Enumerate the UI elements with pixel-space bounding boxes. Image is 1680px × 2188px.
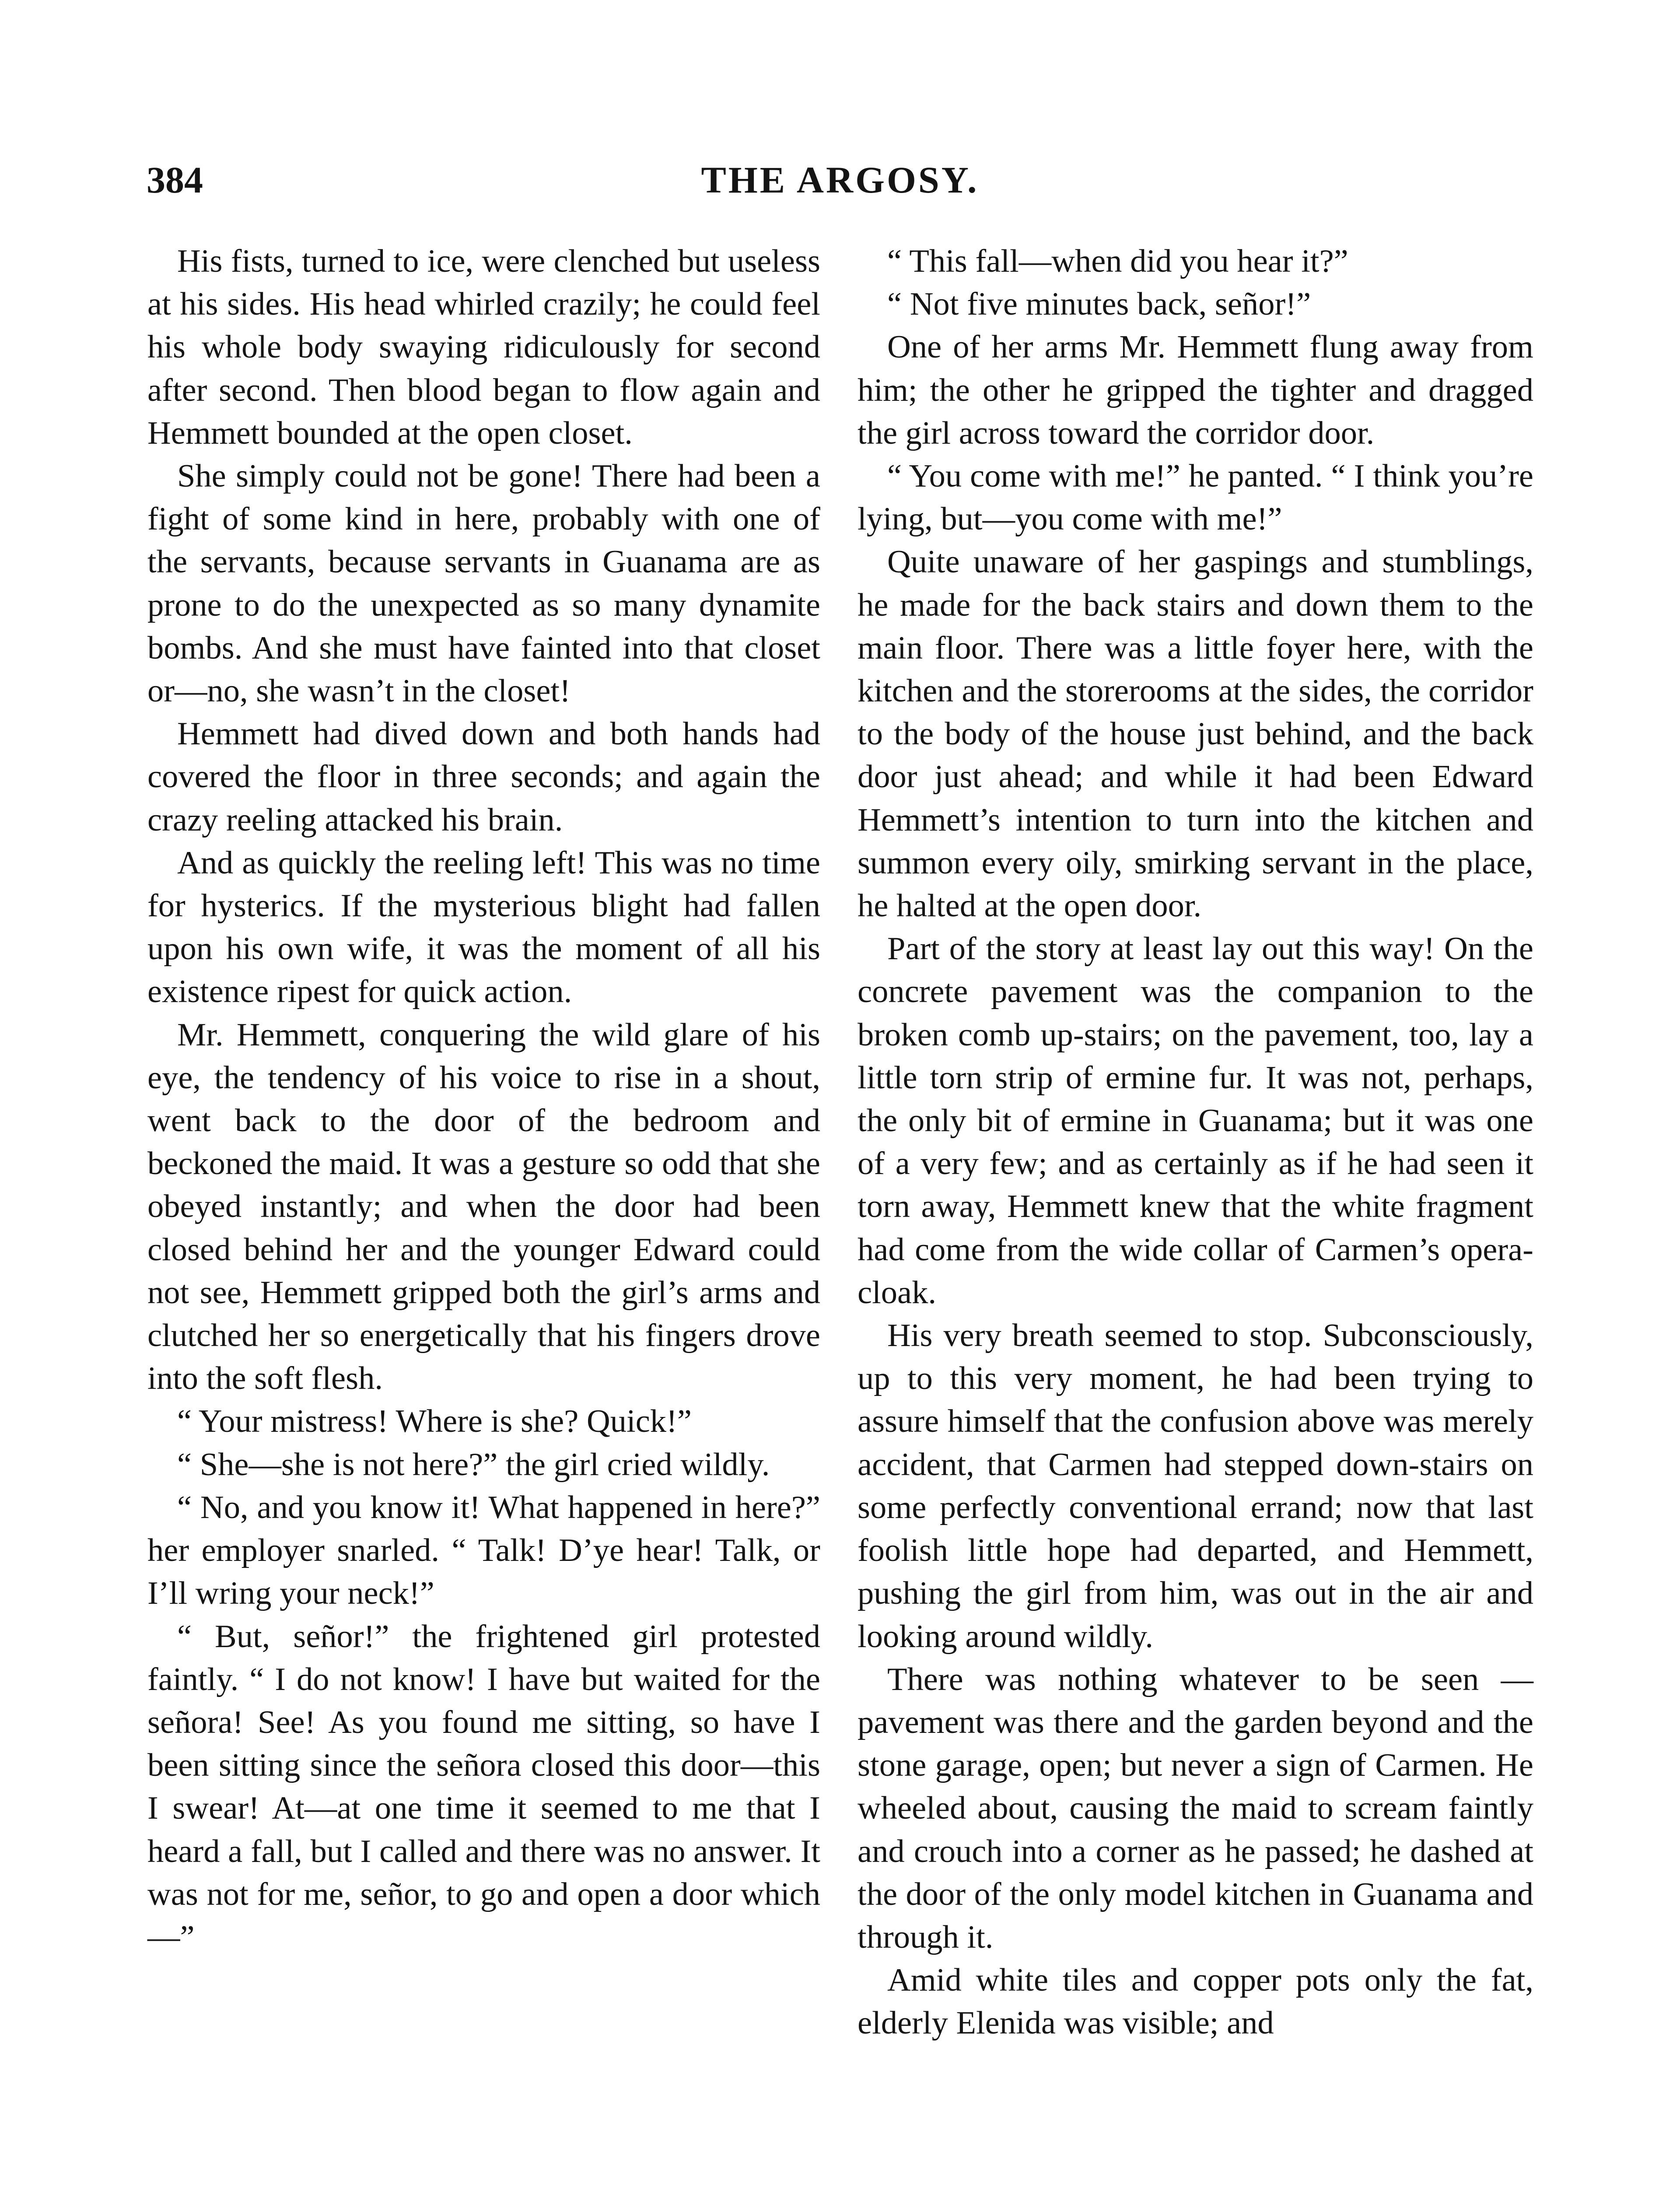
paragraph: Quite unaware of her gaspings and stumblings, he made for the back stairs and down them to the main floor. There was a little foyer here, with the kitchen and the storerooms at the sides, the corridor to the body of the house just behind, and the back door just ahead; and while it had been Edward Hemmett’s intention to turn into the kitchen and summon every oily, smirking servant in the place, he halted at the open door. — [858, 544, 1533, 924]
paragraph: “ This fall—when did you hear it?” — [887, 243, 1348, 279]
paragraph: “ But, señor!” the frightened girl protested faintly. “ I do not know! I have but waited for the señora! See! As you found me sitting, so have I been sitting since the señora closed this door—this I swear! At—at one time it seemed to me that I heard a fall, but I called and there was no answer. It was not for me, señor, to go and open a door which—” — [147, 1618, 820, 1955]
running-head: THE ARGOSY. — [701, 159, 979, 201]
paragraph: Part of the story at least lay out this way! On the concrete pavement was the companion to the broken comb up-stairs; on the pavement, too, lay a little torn strip of ermine fur. It was not, perhaps, the only bit of ermine in Guanama; but it was one of a very few; and as certainly as if he had seen it torn away, Hemmett knew that the white fragment had come from the wide collar of Carmen’s opera-cloak. — [858, 931, 1533, 1311]
paragraph: His fists, turned to ice, were clenched but useless at his sides. His head whirled crazily; he could feel his whole body swaying ridiculously for second after second. Then blood began to flow again and Hemmett bounded at the open closet. — [147, 243, 820, 451]
paragraph: Hemmett had dived down and both hands had covered the floor in three seconds; and again the crazy reeling attacked his brain. — [147, 716, 820, 838]
left-column — [147, 240, 820, 1959]
paragraph: Amid white tiles and copper pots only the fat, elderly Elenida was visible; and — [858, 1962, 1533, 2041]
paragraph: “ Not five minutes back, señor!” — [887, 286, 1311, 323]
paragraph: “ You come with me!” he panted. “ I think you’re lying, but—you come with me!” — [858, 458, 1533, 537]
paragraph: She simply could not be gone! There had been a fight of some kind in here, probably with one of the servants, because servants in Guanama are as prone to do the unexpected as so many dynamite bombs. And she must have fainted into that closet or—no, she wasn’t in the closet! — [147, 458, 820, 709]
paragraph: “ No, and you know it! What happened in here?” her employer snarled. “ Talk! D’ye hear! Talk, or I’ll wring your neck!” — [147, 1489, 820, 1612]
page-number: 384 — [147, 159, 203, 201]
paragraph: His very breath seemed to stop. Subconsciously, up to this very moment, he had been trying to assure himself that the confusion above was merely accident, that Carmen had stepped down-stairs on some perfectly conventional errand; now that last foolish little hope had departed, and Hemmett, pushing the girl from him, was out in the air and looking around wildly. — [858, 1318, 1533, 1655]
paragraph: And as quickly the reeling left! This was no time for hysterics. If the mysterious blight had fallen upon his own wife, it was the moment of all his existence ripest for quick action. — [147, 845, 820, 1010]
paragraph: “ She—she is not here?” the girl cried wildly. — [177, 1446, 770, 1483]
paragraph: “ Your mistress! Where is she? Quick!” — [177, 1403, 692, 1440]
paragraph: One of her arms Mr. Hemmett flung away from him; the other he gripped the tighter and dragged the girl across toward the corridor door. — [858, 329, 1533, 451]
right-column — [858, 240, 1533, 2045]
paragraph: Mr. Hemmett, conquering the wild glare of his eye, the tendency of his voice to rise in a shout, went back to the door of the bedroom and beckoned the maid. It was a gesture so odd that she obeyed instantly; and when the door had been closed behind her and the younger Edward could not see, Hemmett gripped both the girl’s arms and clutched her so energetically that his fingers drove into the soft flesh. — [147, 1017, 820, 1397]
paragraph: There was nothing whatever to be seen —pavement was there and the garden beyond and the stone garage, open; but never a sign of Carmen. He wheeled about, causing the maid to scream faintly and crouch into a corner as he passed; he dashed at the door of the only model kitchen in Guanama and through it. — [858, 1661, 1533, 1955]
